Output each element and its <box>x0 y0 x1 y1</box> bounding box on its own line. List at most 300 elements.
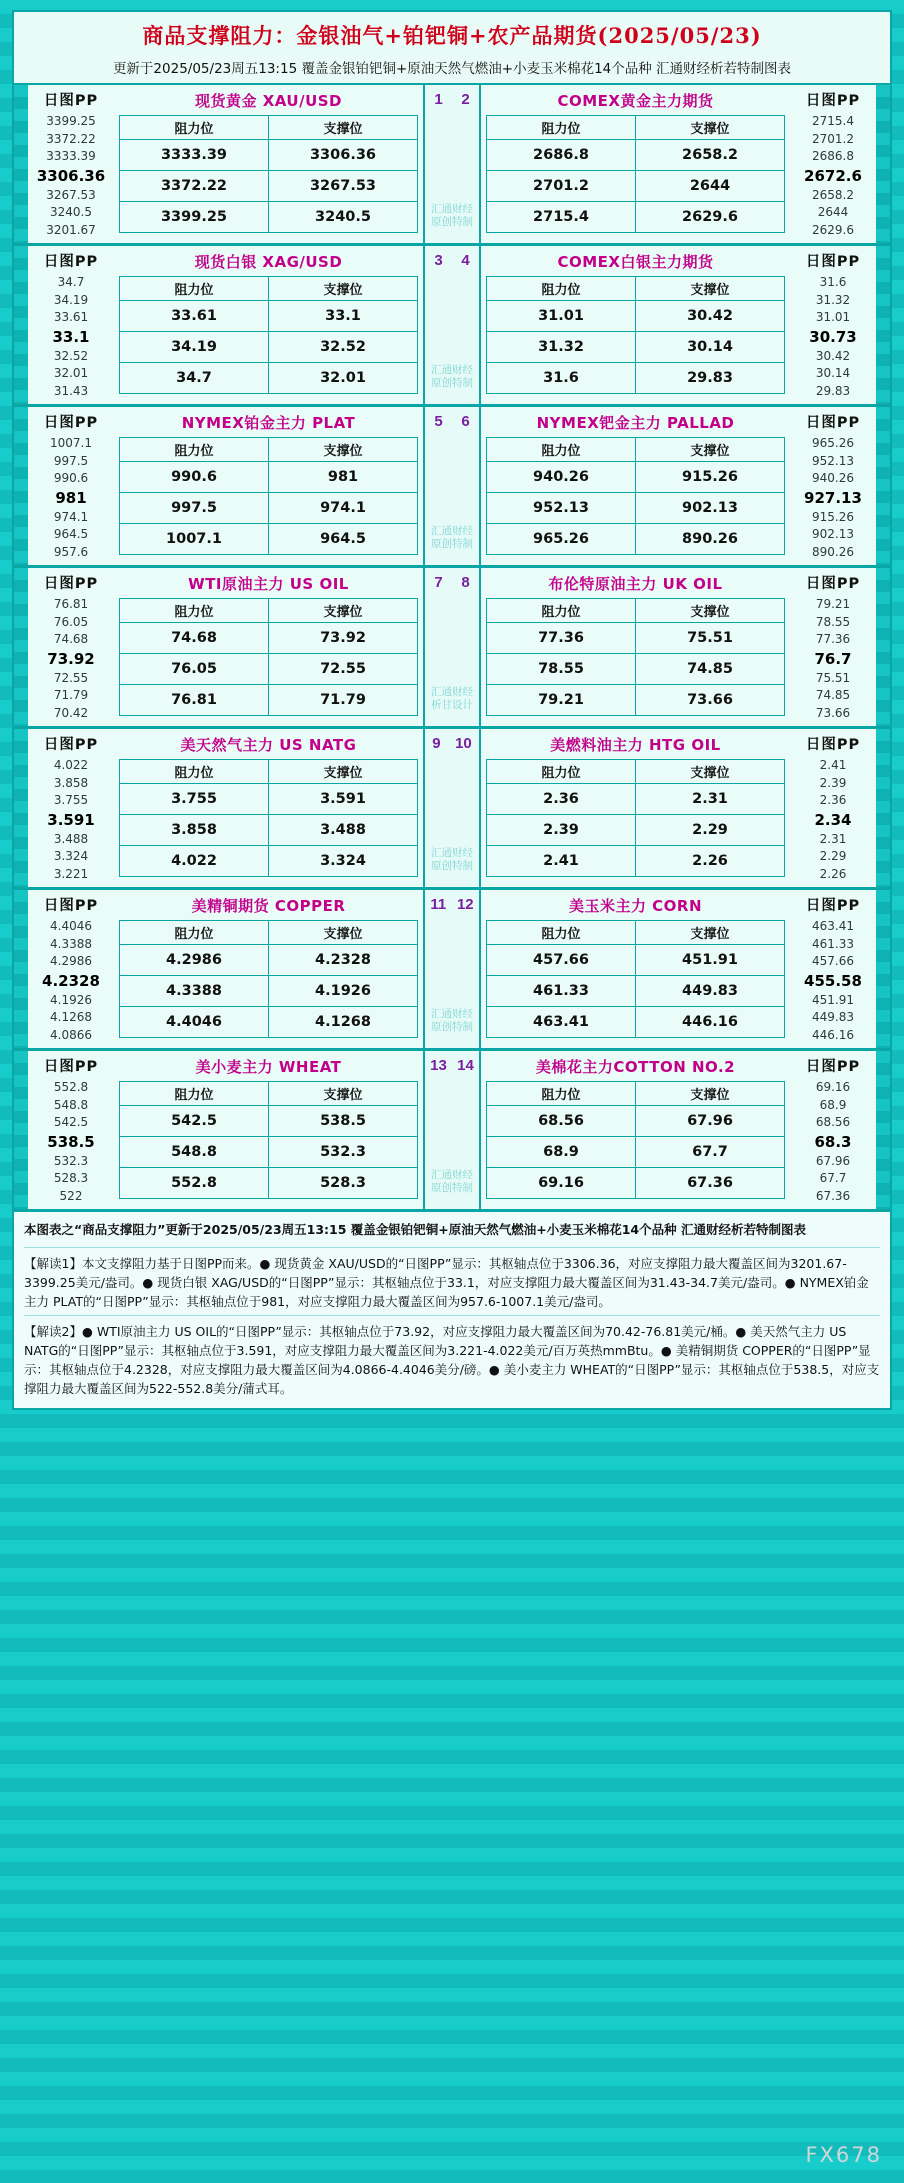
corner-watermark: FX678 <box>805 2143 882 2167</box>
pp-column <box>790 568 876 726</box>
instrument-name: COMEX白银主力期货 <box>557 253 714 271</box>
center-watermark: 汇通财经 原创特制 <box>431 1169 473 1194</box>
right-half <box>481 85 876 243</box>
resistance-header: 阻力位 <box>120 277 269 301</box>
table-header-row <box>120 1082 418 1106</box>
levels-grid <box>486 115 785 233</box>
instrument-pair-block <box>14 1051 890 1209</box>
left-half <box>28 246 423 404</box>
instrument-table <box>114 246 423 404</box>
support-value: 3.591 <box>269 784 418 815</box>
pp-level-value: 2.36 <box>819 793 847 807</box>
pp-level-value: 3.755 <box>53 793 89 807</box>
pp-level-value: 446.16 <box>812 1027 854 1042</box>
resistance-value: 552.8 <box>120 1168 269 1199</box>
instrument-table <box>114 1051 423 1209</box>
center-watermark: 汇通财经 原创特制 <box>431 847 473 872</box>
resistance-value: 2715.4 <box>487 202 636 233</box>
pp-level-value: 4.4046 <box>50 919 92 933</box>
table-row <box>487 462 785 493</box>
pp-level-value: 4.1268 <box>50 1010 92 1024</box>
block-index: 13 <box>430 1057 447 1074</box>
pp-level-value: 463.41 <box>812 919 854 933</box>
instrument-pair-block <box>14 890 890 1051</box>
table-row <box>120 784 418 815</box>
support-value: 2.31 <box>636 784 785 815</box>
table-row <box>120 623 418 654</box>
support-value: 2658.2 <box>636 140 785 171</box>
support-value: 902.13 <box>636 493 785 524</box>
chart-footer <box>14 1209 890 1408</box>
pp-level-value: 2.41 <box>819 758 847 772</box>
pp-level-value: 74.68 <box>53 632 89 646</box>
pp-level-value: 3201.67 <box>46 222 96 237</box>
instrument-table <box>481 568 790 726</box>
levels-grid <box>119 759 418 877</box>
table-row <box>487 1137 785 1168</box>
block-index: 11 <box>430 896 447 913</box>
support-value: 3240.5 <box>269 202 418 233</box>
pp-level-value: 4.022 <box>53 758 89 772</box>
resistance-value: 1007.1 <box>120 524 269 555</box>
support-value: 71.79 <box>269 685 418 716</box>
pp-level-value: 76.81 <box>53 597 89 611</box>
pp-header: 日图PP <box>43 254 99 270</box>
table-row <box>120 846 418 877</box>
pp-column <box>790 890 876 1048</box>
resistance-value: 952.13 <box>487 493 636 524</box>
table-header-row <box>120 438 418 462</box>
center-watermark: 汇通财经 析甘设计 <box>431 686 473 711</box>
levels-grid <box>119 276 418 394</box>
table-row <box>487 685 785 716</box>
resistance-value: 3372.22 <box>120 171 269 202</box>
left-half <box>28 407 423 565</box>
resistance-value: 79.21 <box>487 685 636 716</box>
levels-grid <box>486 598 785 716</box>
resistance-value: 4.4046 <box>120 1007 269 1038</box>
support-header: 支撑位 <box>636 921 785 945</box>
pp-level-value: 67.96 <box>815 1153 851 1168</box>
blocks-container <box>14 85 890 1209</box>
table-row <box>487 784 785 815</box>
block-index: 1 <box>434 91 443 108</box>
resistance-value: 34.19 <box>120 332 269 363</box>
resistance-header: 阻力位 <box>487 116 636 140</box>
pp-header: 日图PP <box>805 254 861 270</box>
instrument-name: 美燃料油主力 HTG OIL <box>550 736 721 754</box>
right-stripe <box>876 729 890 887</box>
support-value: 538.5 <box>269 1106 418 1137</box>
pp-level-value: 68.56 <box>815 1115 851 1129</box>
block-index: 9 <box>432 735 441 752</box>
pp-level-value: 542.5 <box>53 1115 89 1129</box>
pp-level-value: 71.79 <box>53 688 89 702</box>
pp-header: 日图PP <box>805 415 861 431</box>
center-watermark: 汇通财经 原创特制 <box>431 1008 473 1033</box>
pp-column <box>28 729 114 887</box>
table-row <box>487 332 785 363</box>
pp-level-value: 990.6 <box>53 471 89 485</box>
table-row <box>120 654 418 685</box>
pp-header: 日图PP <box>43 737 99 753</box>
pp-pivot-value: 3.591 <box>47 810 95 829</box>
support-value: 964.5 <box>269 524 418 555</box>
table-row <box>487 301 785 332</box>
table-row <box>120 332 418 363</box>
block-index-numbers <box>425 91 479 108</box>
right-half <box>481 890 876 1048</box>
resistance-header: 阻力位 <box>487 277 636 301</box>
left-stripe <box>14 890 28 1048</box>
table-header-row <box>487 116 785 140</box>
pp-level-value: 34.7 <box>57 275 85 289</box>
table-row <box>120 1168 418 1199</box>
instrument-name: WTI原油主力 US OIL <box>188 575 349 593</box>
pp-column <box>28 890 114 1048</box>
pp-header: 日图PP <box>805 1059 861 1075</box>
pp-level-value: 4.0866 <box>50 1027 92 1042</box>
support-value: 74.85 <box>636 654 785 685</box>
levels-grid <box>486 759 785 877</box>
resistance-header: 阻力位 <box>487 760 636 784</box>
levels-grid <box>119 598 418 716</box>
footer-note-2: 【解读2】● WTI原油主力 US OIL的“日图PP”显示：其枢轴点位于73.92，对应支撑阻力最大覆盖区间为70.42-76.81美元/桶。● 美天然气主力 US NATG的“日图PP”显示：其枢轴点位于3.591，对应支撑阻力最大覆盖区间为3.221-4.022美元/百万英热mmBtu。● 美精铜期货 COPPER的“日图PP”显示：其枢轴点位于4.2328，对应支撑阻力最大覆盖区间为4.0866-4.4046美分/磅。● 美小麦主力 WHEAT的“日图PP”显示：其枢轴点位于538.5，对应支撑阻力最大覆盖区间为522-552.8美分/蒲式耳。 <box>24 1315 880 1398</box>
pp-level-value: 68.9 <box>819 1097 847 1112</box>
instrument-name: 美小麦主力 WHEAT <box>195 1058 342 1076</box>
table-row <box>120 301 418 332</box>
support-value: 2.26 <box>636 846 785 877</box>
resistance-header: 阻力位 <box>120 921 269 945</box>
resistance-value: 68.56 <box>487 1106 636 1137</box>
pp-level-value: 67.36 <box>815 1188 851 1203</box>
resistance-value: 2.39 <box>487 815 636 846</box>
table-row <box>487 524 785 555</box>
instrument-pair-block <box>14 568 890 729</box>
pp-level-value: 75.51 <box>815 670 851 685</box>
table-row <box>487 815 785 846</box>
pp-level-value: 449.83 <box>812 1010 854 1024</box>
pp-level-value: 3333.39 <box>46 149 96 163</box>
block-index-numbers <box>425 413 479 430</box>
center-index-column <box>423 890 481 1048</box>
block-index: 4 <box>461 252 470 269</box>
support-value: 75.51 <box>636 623 785 654</box>
pp-level-value: 4.2986 <box>50 954 92 968</box>
table-row <box>120 462 418 493</box>
block-index: 2 <box>461 91 470 108</box>
pp-level-value: 964.5 <box>53 527 89 541</box>
pp-level-value: 2658.2 <box>812 187 854 202</box>
resistance-value: 74.68 <box>120 623 269 654</box>
table-row <box>120 1007 418 1038</box>
support-header: 支撑位 <box>269 760 418 784</box>
block-index: 3 <box>434 252 443 269</box>
right-half <box>481 1051 876 1209</box>
instrument-name: 美棉花主力COTTON NO.2 <box>535 1058 736 1076</box>
pp-column <box>28 568 114 726</box>
block-index-numbers <box>425 1057 479 1074</box>
support-header: 支撑位 <box>269 1082 418 1106</box>
instrument-pair-block <box>14 729 890 890</box>
block-index: 12 <box>456 896 474 913</box>
resistance-value: 69.16 <box>487 1168 636 1199</box>
pp-level-value: 451.91 <box>812 992 854 1007</box>
table-row <box>487 1168 785 1199</box>
instrument-table <box>481 407 790 565</box>
pp-level-value: 3.221 <box>53 866 89 881</box>
instrument-pair-block <box>14 407 890 568</box>
pp-pivot-value: 455.58 <box>804 971 862 990</box>
pp-pivot-value: 2672.6 <box>804 166 862 185</box>
support-header: 支撑位 <box>269 921 418 945</box>
support-value: 974.1 <box>269 493 418 524</box>
table-row <box>487 945 785 976</box>
table-row <box>487 140 785 171</box>
resistance-value: 76.81 <box>120 685 269 716</box>
resistance-value: 548.8 <box>120 1137 269 1168</box>
table-row <box>120 1106 418 1137</box>
center-watermark: 汇通财经 原创特制 <box>431 364 473 389</box>
resistance-header: 阻力位 <box>487 1082 636 1106</box>
pp-column <box>790 1051 876 1209</box>
left-stripe <box>14 568 28 726</box>
support-value: 4.2328 <box>269 945 418 976</box>
footer-note-1: 【解读1】本文支撑阻力基于日图PP而来。● 现货黄金 XAU/USD的“日图PP”显示：其枢轴点位于3306.36，对应支撑阻力最大覆盖区间为3201.67-3399.25美元/盎司。● 现货白银 XAG/USD的“日图PP”显示：其枢轴点位于33.1，对应支撑阻力最大覆盖区间为31.43-34.7美元/盎司。● NYMEX铂金主力 PLAT的“日图PP”显示：其枢轴点位于981，对应支撑阻力最大覆盖区间为957.6-1007.1美元/盎司。 <box>24 1247 880 1311</box>
support-value: 446.16 <box>636 1007 785 1038</box>
block-index-numbers <box>425 574 479 591</box>
center-watermark: 汇通财经 原创特制 <box>431 525 473 550</box>
pp-level-value: 76.05 <box>53 614 89 629</box>
resistance-value: 2.41 <box>487 846 636 877</box>
instrument-name: 布伦特原油主力 UK OIL <box>548 575 723 593</box>
table-header-row <box>120 921 418 945</box>
pp-pivot-value: 2.34 <box>814 810 852 829</box>
table-row <box>120 363 418 394</box>
levels-grid <box>486 920 785 1038</box>
pp-column <box>28 407 114 565</box>
support-value: 3267.53 <box>269 171 418 202</box>
left-stripe <box>14 729 28 887</box>
levels-grid <box>119 920 418 1038</box>
pp-level-value: 974.1 <box>53 509 89 524</box>
right-stripe <box>876 246 890 404</box>
support-header: 支撑位 <box>269 438 418 462</box>
instrument-name: 美玉米主力 CORN <box>568 897 703 915</box>
resistance-value: 31.6 <box>487 363 636 394</box>
right-half <box>481 729 876 887</box>
pp-header: 日图PP <box>805 93 861 109</box>
pp-level-value: 2.29 <box>819 849 847 863</box>
center-index-column <box>423 729 481 887</box>
block-index: 8 <box>461 574 470 591</box>
pp-column <box>790 246 876 404</box>
pp-level-value: 2629.6 <box>812 222 854 237</box>
pp-level-value: 70.42 <box>53 705 89 720</box>
pp-level-value: 461.33 <box>812 936 854 951</box>
pp-level-value: 957.6 <box>53 544 89 559</box>
resistance-value: 461.33 <box>487 976 636 1007</box>
pp-pivot-value: 76.7 <box>814 649 852 668</box>
pp-level-value: 78.55 <box>815 614 851 629</box>
resistance-value: 77.36 <box>487 623 636 654</box>
instrument-table <box>114 407 423 565</box>
pp-level-value: 902.13 <box>812 527 854 541</box>
resistance-value: 542.5 <box>120 1106 269 1137</box>
resistance-value: 3333.39 <box>120 140 269 171</box>
pp-level-value: 965.26 <box>812 436 854 450</box>
chart-sheet <box>12 10 892 1410</box>
resistance-value: 997.5 <box>120 493 269 524</box>
table-row <box>487 202 785 233</box>
chart-header <box>14 12 890 85</box>
resistance-header: 阻力位 <box>487 599 636 623</box>
support-header: 支撑位 <box>636 277 785 301</box>
pp-level-value: 77.36 <box>815 632 851 646</box>
table-row <box>120 493 418 524</box>
instrument-table <box>114 729 423 887</box>
center-index-column <box>423 568 481 726</box>
resistance-value: 463.41 <box>487 1007 636 1038</box>
left-stripe <box>14 85 28 243</box>
pp-level-value: 552.8 <box>53 1080 89 1094</box>
pp-pivot-value: 981 <box>55 488 87 507</box>
support-value: 67.7 <box>636 1137 785 1168</box>
pp-level-value: 30.42 <box>815 348 851 363</box>
support-value: 67.96 <box>636 1106 785 1137</box>
pp-level-value: 2701.2 <box>812 131 854 146</box>
instrument-table <box>114 85 423 243</box>
table-row <box>120 171 418 202</box>
resistance-value: 2.36 <box>487 784 636 815</box>
support-value: 30.14 <box>636 332 785 363</box>
resistance-header: 阻力位 <box>120 438 269 462</box>
center-index-column <box>423 246 481 404</box>
pp-column <box>790 85 876 243</box>
support-header: 支撑位 <box>269 277 418 301</box>
pp-pivot-value: 33.1 <box>52 327 90 346</box>
support-value: 32.52 <box>269 332 418 363</box>
pp-pivot-value: 30.73 <box>809 327 857 346</box>
right-half <box>481 246 876 404</box>
table-row <box>120 140 418 171</box>
pp-level-value: 31.43 <box>53 383 89 398</box>
resistance-value: 2686.8 <box>487 140 636 171</box>
instrument-pair-block <box>14 85 890 246</box>
pp-header: 日图PP <box>43 1059 99 1075</box>
pp-level-value: 890.26 <box>812 544 854 559</box>
pp-pivot-value: 4.2328 <box>42 971 100 990</box>
table-row <box>487 976 785 1007</box>
table-header-row <box>120 116 418 140</box>
table-header-row <box>120 277 418 301</box>
resistance-value: 990.6 <box>120 462 269 493</box>
table-row <box>487 654 785 685</box>
instrument-name: COMEX黄金主力期货 <box>557 92 714 110</box>
pp-header: 日图PP <box>43 93 99 109</box>
pp-level-value: 3240.5 <box>50 205 92 219</box>
resistance-header: 阻力位 <box>487 921 636 945</box>
pp-level-value: 4.1926 <box>50 992 92 1007</box>
support-header: 支撑位 <box>636 1082 785 1106</box>
resistance-value: 68.9 <box>487 1137 636 1168</box>
left-half <box>28 729 423 887</box>
resistance-header: 阻力位 <box>120 599 269 623</box>
resistance-value: 76.05 <box>120 654 269 685</box>
support-value: 449.83 <box>636 976 785 1007</box>
instrument-table <box>481 890 790 1048</box>
pp-level-value: 32.52 <box>53 348 89 363</box>
table-row <box>487 363 785 394</box>
support-value: 2644 <box>636 171 785 202</box>
resistance-value: 940.26 <box>487 462 636 493</box>
instrument-pair-block <box>14 246 890 407</box>
pp-level-value: 528.3 <box>53 1171 89 1185</box>
pp-pivot-value: 68.3 <box>814 1132 852 1151</box>
pp-level-value: 2644 <box>817 205 849 219</box>
center-watermark: 汇通财经 原创特制 <box>431 203 473 228</box>
pp-level-value: 2.31 <box>819 831 847 846</box>
resistance-value: 78.55 <box>487 654 636 685</box>
support-value: 451.91 <box>636 945 785 976</box>
instrument-name: 现货白银 XAG/USD <box>194 253 343 271</box>
table-row <box>487 1007 785 1038</box>
pp-level-value: 3.324 <box>53 849 89 863</box>
left-stripe <box>14 1051 28 1209</box>
levels-grid <box>486 1081 785 1199</box>
pp-level-value: 32.01 <box>53 366 89 380</box>
block-index: 14 <box>457 1057 474 1074</box>
pp-header: 日图PP <box>43 898 99 914</box>
instrument-table <box>481 729 790 887</box>
block-index: 6 <box>461 413 470 430</box>
instrument-table <box>114 890 423 1048</box>
pp-level-value: 4.3388 <box>50 936 92 951</box>
instrument-name: NYMEX铂金主力 PLAT <box>181 414 356 432</box>
levels-grid <box>119 115 418 233</box>
resistance-value: 4.022 <box>120 846 269 877</box>
pp-pivot-value: 538.5 <box>47 1132 95 1151</box>
support-value: 532.3 <box>269 1137 418 1168</box>
table-header-row <box>120 760 418 784</box>
right-stripe <box>876 568 890 726</box>
instrument-name: 现货黄金 XAU/USD <box>194 92 343 110</box>
right-stripe <box>876 85 890 243</box>
support-value: 2629.6 <box>636 202 785 233</box>
left-half <box>28 85 423 243</box>
block-index: 7 <box>434 574 443 591</box>
table-row <box>487 171 785 202</box>
table-header-row <box>487 438 785 462</box>
footer-line-1: 本图表之“商品支撑阻力”更新于2025/05/23周五13:15 覆盖金银铂钯铜+原油天然气燃油+小麦玉米棉花14个品种 汇通财经析若特制图表 <box>24 1222 806 1237</box>
support-header: 支撑位 <box>269 599 418 623</box>
pp-level-value: 997.5 <box>53 453 89 468</box>
resistance-value: 965.26 <box>487 524 636 555</box>
levels-grid <box>119 1081 418 1199</box>
resistance-value: 33.61 <box>120 301 269 332</box>
pp-level-value: 457.66 <box>812 954 854 968</box>
pp-level-value: 2.26 <box>819 866 847 881</box>
resistance-header: 阻力位 <box>120 760 269 784</box>
table-header-row <box>487 599 785 623</box>
block-index: 10 <box>455 735 472 752</box>
support-value: 915.26 <box>636 462 785 493</box>
resistance-value: 31.01 <box>487 301 636 332</box>
pp-level-value: 2.39 <box>819 775 847 790</box>
support-header: 支撑位 <box>636 760 785 784</box>
instrument-table <box>114 568 423 726</box>
support-value: 528.3 <box>269 1168 418 1199</box>
